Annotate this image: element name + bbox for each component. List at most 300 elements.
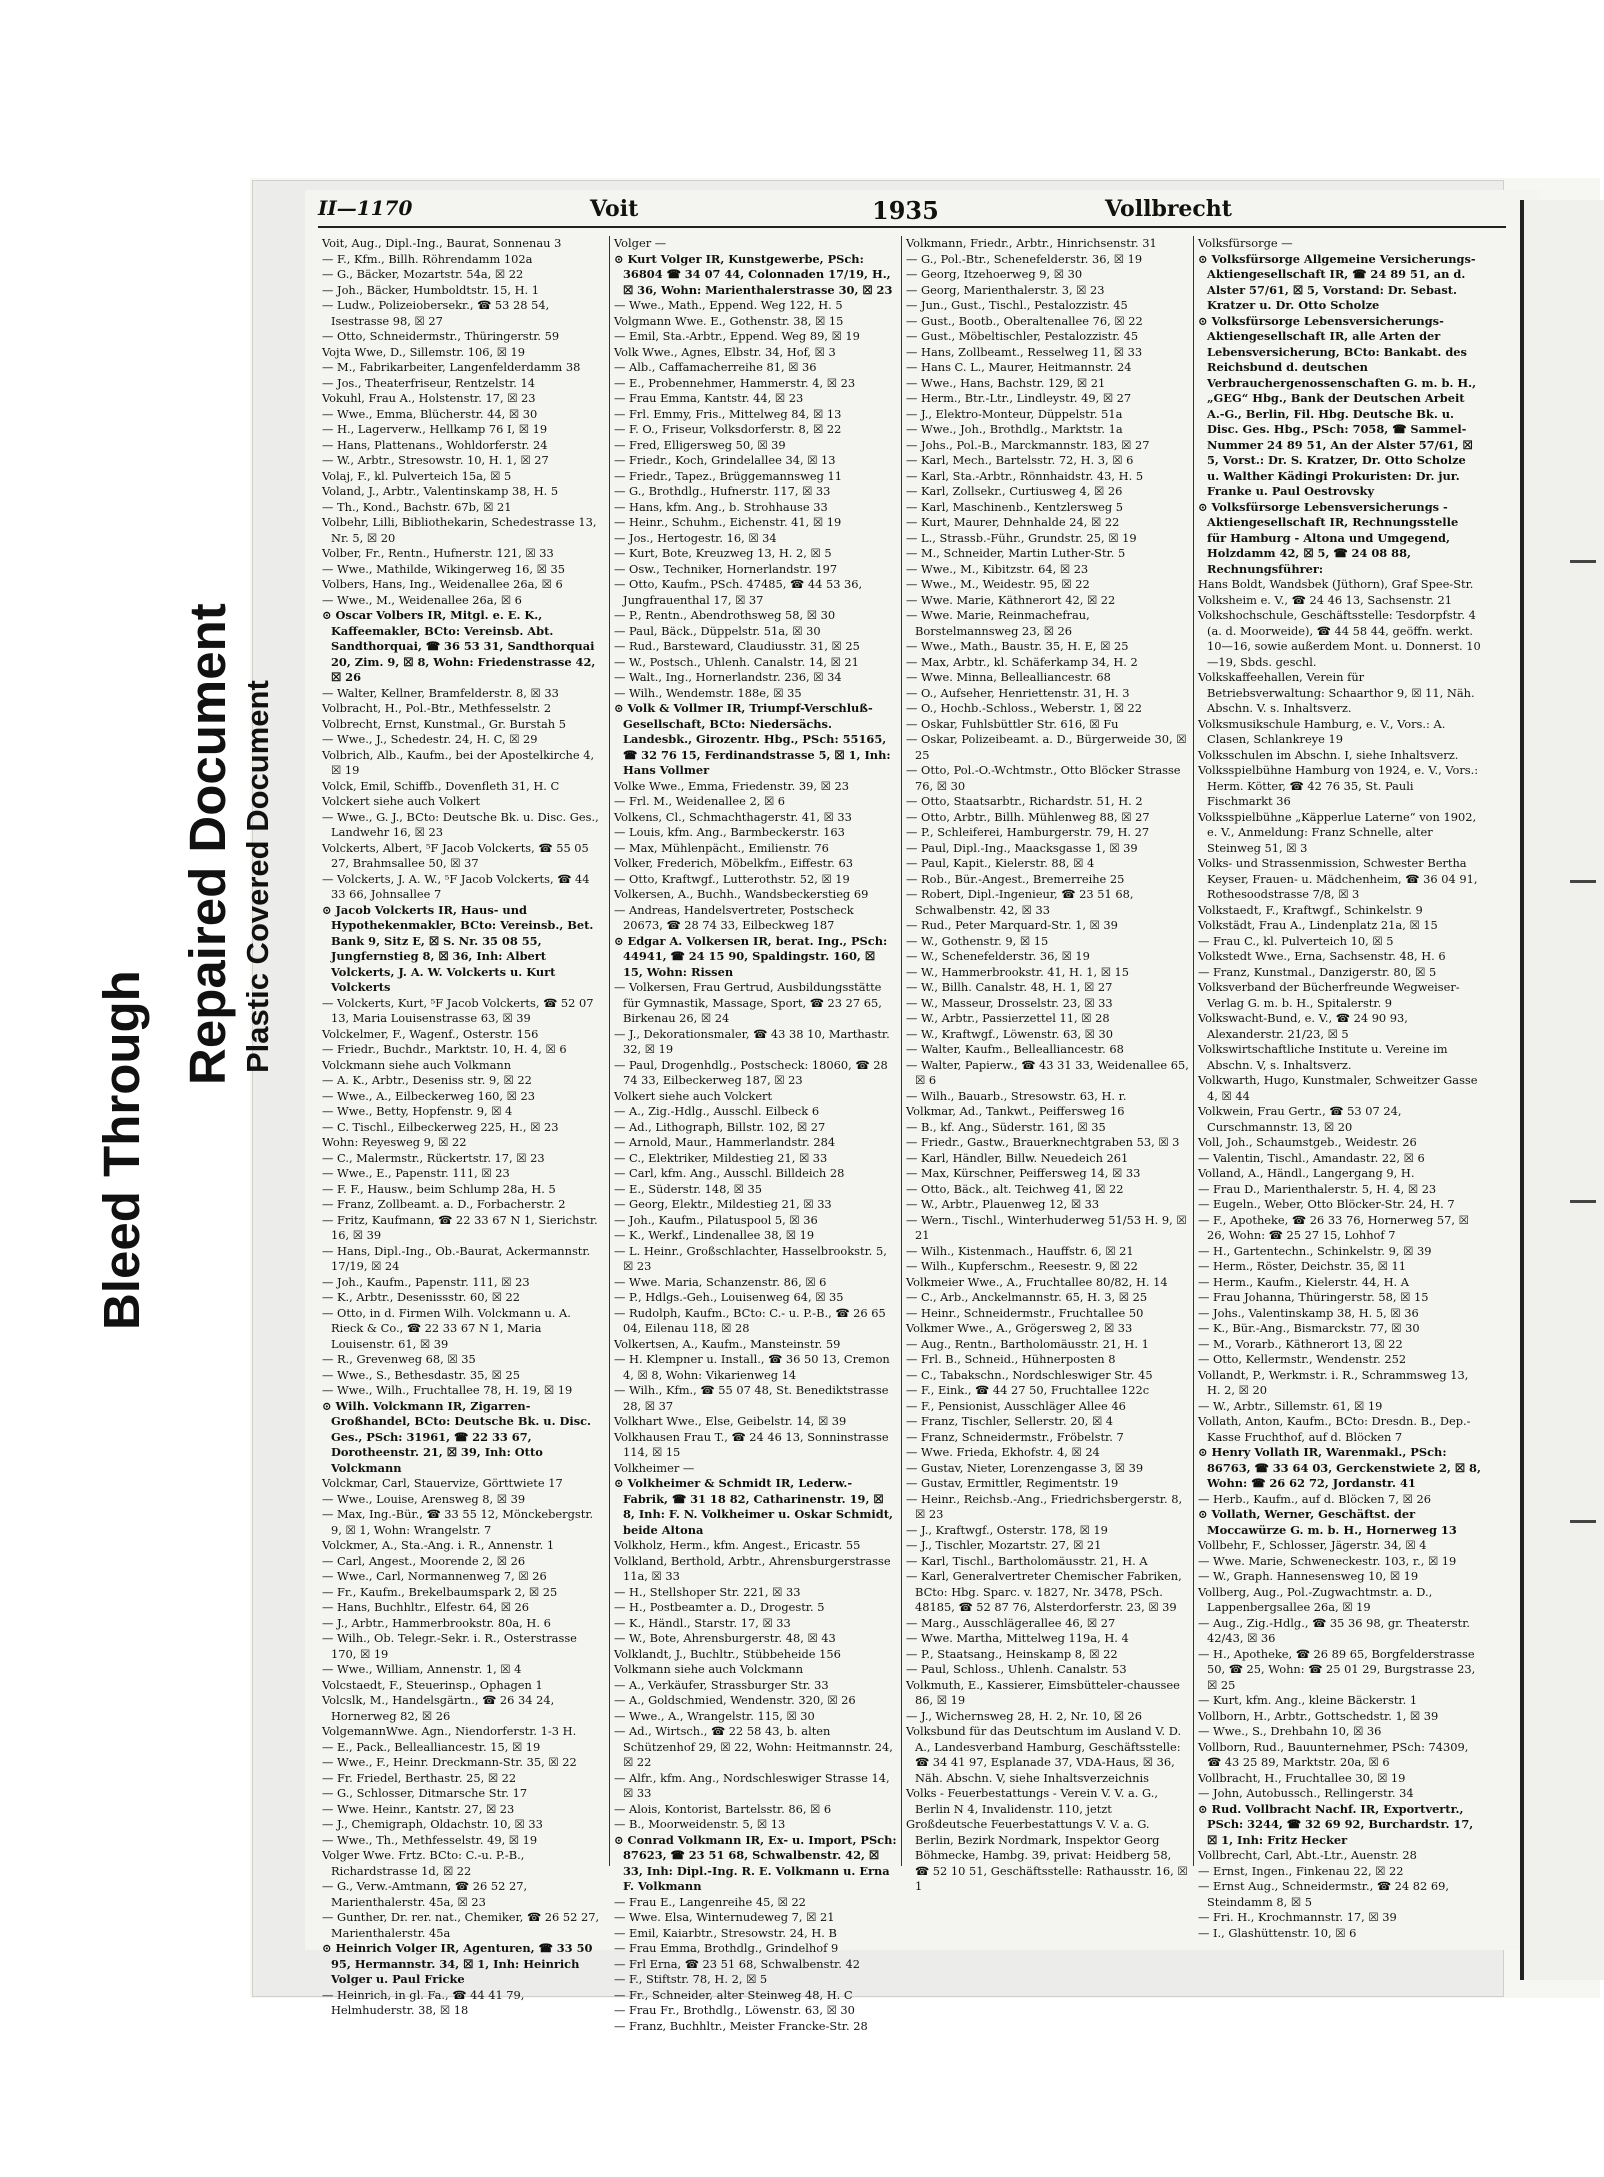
directory-entry: Volbracht, H., Pol.-Btr., Methfesselstr. 2 (322, 701, 552, 715)
directory-entry: — Th., Kond., Bachstr. 67b, ☒ 21 (322, 499, 512, 514)
directory-entry: — M., Schneider, Martin Luther-Str. 5 (906, 546, 1126, 560)
directory-entry: — Walter, Kellner, Bramfelderstr. 8, ☒ 33 (322, 685, 559, 700)
directory-entry: — Wwe., William, Annenstr. 1, ☒ 4 (322, 1662, 522, 1676)
directory-entry: Vollbracht, H., Fruchtallee 30, ☒ 19 (1198, 1770, 1406, 1785)
directory-entry: — Karl, Tischl., Bartholomäusstr. 21, H. A (906, 1553, 1148, 1568)
directory-entry: — Paul, Dipl.-Ing., Maacksgasse 1, ☒ 39 (906, 840, 1138, 855)
directory-entry: — Johs., Valentinskamp 38, H. 5, ☒ 36 (1198, 1305, 1419, 1320)
directory-entry: — Friedr., Tapez., Brüggemannsweg 11 (614, 468, 842, 483)
directory-entry: — Karl, Zollsekr., Curtiusweg 4, ☒ 26 (906, 484, 1123, 498)
directory-entry: Volksheim e. V., ☎ 24 46 13, Sachsenstr. 21 (1198, 592, 1453, 607)
directory-entry: — H., Lagerverw., Hellkamp 76 I, ☒ 19 (322, 422, 548, 436)
directory-entry: — Franz, Kunstmal., Danzigerstr. 80, ☒ 5 (1198, 964, 1437, 979)
directory-entry: — Fri. H., Krochmannstr. 17, ☒ 39 (1198, 1910, 1397, 1924)
directory-entry: Wohn: Reyesweg 9, ☒ 22 (322, 1135, 467, 1149)
directory-entry: Volkland, Berthold, Arbtr., Ahrensburgerstrasse 11a, ☒ 33 (614, 1553, 891, 1583)
directory-entry: — Ludw., Polizeiobersekr., ☎ 53 28 54, Isestrasse 98, ☒ 27 (322, 298, 550, 328)
directory-entry: ⊙ Wilh. Volckmann IR, Zigarren-Großhandel, BCto: Deutsche Bk. u. Disc. Ges., PSch: 31961, ☎ 22 33 67, Dorotheenstr. 21, ☒ 39, Inh: Otto Volckmann (322, 1398, 592, 1475)
directory-entry: — Frl. B., Schneid., Hühnerposten 8 (906, 1352, 1116, 1366)
directory-entry: — W., Bote, Ahrensburgerstr. 48, ☒ 43 (614, 1631, 836, 1645)
directory-entry: Volgmann Wwe. E., Gothenstr. 38, ☒ 15 (614, 313, 844, 328)
directory-entry: Volksschulen im Abschn. I, siehe Inhaltsverz. (1198, 747, 1459, 762)
directory-entry: — Friedr., Gastw., Brauerknechtgraben 53, ☒ 3 (906, 1135, 1180, 1149)
directory-entry: — Herm., Röster, Deichstr. 35, ☒ 11 (1198, 1259, 1406, 1273)
directory-entry: — H. Klempner u. Install., ☎ 36 50 13, Cremon 4, ☒ 8, Wohn: Vikarienweg 14 (614, 1352, 890, 1382)
directory-entry: — Heinrich, in gl. Fa., ☎ 44 41 79, Helmhuderstr. 38, ☒ 18 (322, 1987, 525, 2017)
directory-entry: — Wwe., S., Bethesdastr. 35, ☒ 25 (322, 1367, 520, 1382)
directory-entry: — W., Kraftwgf., Löwenstr. 63, ☒ 30 (906, 1026, 1114, 1041)
directory-entry: Volksfürsorge — (1198, 236, 1293, 250)
directory-entry: — Wwe. Marie, Schweneckestr. 103, r., ☒ 19 (1198, 1553, 1457, 1568)
directory-entry: Vojta Wwe, D., Sillemstr. 106, ☒ 19 (322, 344, 526, 359)
directory-entry: — Carl, Angest., Moorende 2, ☒ 26 (322, 1553, 526, 1568)
directory-entry: — Emil, Kaiarbtr., Stresowstr. 24, H. B (614, 1925, 837, 1940)
directory-entry: ⊙ Volksfürsorge Lebensversicherungs-Aktiengesellschaft IR, alle Arten der Lebensversicherung, BCto: Bankabt. des Reichsbund d. deutschen Verbrauchergenossenschaften G. m. b. H., „GEG“ Hbg., Bank der Deutschen Arbeit A.-G., Berlin, Fil. Hbg. Deutsche Bk. u. Disc. Ges. Hbg., PSch: 7058, ☎ Sammel-Nummer 24 89 51, An der Alster 57/61, ☒ 5, Vorst.: Dr. S. Kratzer, Dr. Otto Scholze u. Walther Kädingi Prokuristen: Dr. jur. Franke u. Paul Oestrovsky (1198, 313, 1477, 498)
directory-entry: — O., Aufseher, Henriettenstr. 31, H. 3 (906, 685, 1130, 700)
directory-entry: — K., Bür.-Ang., Bismarckstr. 77, ☒ 30 (1198, 1321, 1420, 1335)
directory-entry: Voll, Joh., Schaumstgeb., Weidestr. 26 (1198, 1135, 1417, 1149)
directory-entry: — H., Postbeamter a. D., Drogestr. 5 (614, 1600, 825, 1614)
directory-entry: — Max, Ing.-Bür., ☎ 33 55 12, Mönckebergstr. 9, ☒ 1, Wohn: Wrangelstr. 7 (322, 1507, 594, 1537)
directory-entry: Volkwein, Frau Gertr., ☎ 53 07 24, Curschmannstr. 13, ☒ 20 (1198, 1104, 1402, 1134)
directory-entry: — Wwe., Carl, Normannenweg 7, ☒ 26 (322, 1569, 547, 1583)
directory-entry: Volksbund für das Deutschtum im Ausland V. D. A., Landesverband Hamburg, Geschäftsstelle: ☎ 34 41 97, Esplanade 37, VDA-Haus, ☒ 36, Näh. Abschn. V, siehe Inhaltsverzeichnis (906, 1724, 1182, 1785)
directory-entry: — Frau Johanna, Thüringerstr. 58, ☒ 15 (1198, 1290, 1429, 1304)
directory-entry: — Wwe. Marie, Reinmachefrau, Borstelmannsweg 23, ☒ 26 (906, 608, 1090, 638)
directory-entry: — A., Verkäufer, Strassburger Str. 33 (614, 1677, 829, 1692)
directory-entry: Volkskaffeehallen, Verein für Betriebsverwaltung: Schaarthor 9, ☒ 11, Näh. Abschn. V. s. Inhaltsverz. (1198, 670, 1475, 715)
directory-entry: — Herb., Kaufm., auf d. Blöcken 7, ☒ 26 (1198, 1491, 1431, 1506)
directory-entry: — H., Gartentechn., Schinkelstr. 9, ☒ 39 (1198, 1243, 1432, 1258)
directory-entry: VolgemannWwe. Agn., Niendorferstr. 1-3 H. (322, 1724, 577, 1738)
directory-entry: — Otto, Arbtr., Billh. Mühlenweg 88, ☒ 27 (906, 809, 1150, 824)
directory-entry: — Paul, Drogenhdlg., Postscheck: 18060, ☎ 28 74 33, Eilbeckerweg 187, ☒ 23 (614, 1057, 888, 1087)
directory-entry: — Hans, Plattenans., Wohldorferstr. 24 (322, 437, 548, 452)
directory-entry: Volks- und Strassenmission, Schwester Bertha Keyser, Frauen- u. Mädchenheim, ☎ 36 04 91, Rothesoodstrasse 7/8, ☒ 3 (1198, 856, 1478, 901)
directory-entry: Voit, Aug., Dipl.-Ing., Baurat, Sonnenau 3 (322, 236, 562, 250)
directory-entry: — Wwe., Joh., Brothdlg., Marktstr. 1a (906, 422, 1123, 436)
directory-entry: — F., Apotheke, ☎ 26 33 76, Hornerweg 57, ☒ 26, Wohn: ☎ 25 27 15, Lohhof 7 (1198, 1212, 1469, 1242)
running-head-year: 1935 (872, 196, 939, 225)
directory-entry: — Hans C. L., Maurer, Heitmannstr. 24 (906, 360, 1132, 374)
directory-entry: Vollbrecht, Carl, Abt.-Ltr., Auenstr. 28 (1198, 1848, 1417, 1862)
directory-entry: — Otto, Kaufm., PSch. 47485, ☎ 44 53 36, Jungfrauenthal 17, ☒ 37 (614, 577, 863, 607)
directory-entry: — Hans, Zollbeamt., Resselweg 11, ☒ 33 (906, 344, 1143, 359)
adjacent-page-line (1570, 1200, 1596, 1203)
directory-entry: — Wilh., Kfm., ☎ 55 07 48, St. Benediktstrasse 28, ☒ 37 (614, 1383, 889, 1413)
directory-entry: Volkens, Cl., Schmachthagerstr. 41, ☒ 33 (614, 809, 852, 824)
directory-entry: Volkersen, A., Buchh., Wandsbeckerstieg 69 (614, 887, 869, 901)
directory-entry: Volker, Frederich, Möbelkfm., Eiffestr. 63 (614, 856, 854, 870)
directory-entry: — Karl, Generalvertreter Chemischer Fabriken, BCto: Hbg. Sparc. v. 1827, Nr. 3478, PSch. 48185, ☎ 52 87 76, Alsterdorferstr. 23, ☒ 39 (906, 1569, 1182, 1614)
directory-entry: — Otto, Bäck., alt. Teichweg 41, ☒ 22 (906, 1181, 1124, 1196)
directory-entry: — K., Werkf., Lindenallee 38, ☒ 19 (614, 1228, 815, 1242)
directory-entry: — R., Grevenweg 68, ☒ 35 (322, 1352, 476, 1366)
directory-entry: — Wilh., Bauarb., Stresowstr. 63, H. r. (906, 1088, 1127, 1103)
directory-entry: — Volkersen, Frau Gertrud, Ausbildungsstätte für Gymnastik, Massage, Sport, ☎ 23 27 65, Birkenau 26, ☒ 24 (614, 980, 882, 1025)
adjacent-page-line (1570, 560, 1596, 563)
directory-entry: Volkmar, Ad., Tankwt., Peiffersweg 16 (906, 1104, 1125, 1118)
directory-entry: — Hans, kfm. Ang., b. Strohhause 33 (614, 499, 828, 514)
adjacent-page-line (1570, 880, 1596, 883)
adjacent-page-edge (1520, 200, 1604, 1980)
directory-entry: — Otto, Staatsarbtr., Richardstr. 51, H. 2 (906, 794, 1143, 808)
directory-entry: — Fr. Friedel, Berthastr. 25, ☒ 22 (322, 1770, 517, 1785)
directory-entry: — F., Kfm., Billh. Röhrendamm 102a (322, 251, 533, 266)
column-divider (609, 236, 610, 1866)
directory-entry: ⊙ Edgar A. Volkersen IR, berat. Ing., PSch: 44941, ☎ 24 15 90, Spaldingstr. 160, ☒ 15, Wohn: Rissen (614, 933, 888, 979)
side-note-plastic-covered: Plastic Covered Document (240, 680, 275, 1073)
directory-entry: — Ernst, Ingen., Finkenau 22, ☒ 22 (1198, 1863, 1404, 1878)
directory-entry: — F., Eink., ☎ 44 27 50, Fruchtallee 122c (906, 1383, 1150, 1397)
directory-entry: — Max, Arbtr., kl. Schäferkamp 34, H. 2 (906, 654, 1138, 669)
directory-entry: ⊙ Rud. Vollbracht Nachf. IR, Exportvertr., PSch: 3244, ☎ 32 69 92, Burchardstr. 17, ☒ 1, Inh: Fritz Hecker (1198, 1801, 1474, 1847)
directory-entry: — Wwe. Heinr., Kantstr. 27, ☒ 23 (322, 1801, 515, 1816)
directory-entry: — Max, Kürschner, Peiffersweg 14, ☒ 33 (906, 1166, 1141, 1180)
directory-entry: Volkswacht-Bund, e. V., ☎ 24 90 93, Alexanderstr. 21/23, ☒ 5 (1198, 1011, 1408, 1041)
directory-entry: — Fred, Elligersweg 50, ☒ 39 (614, 437, 786, 452)
directory-entry: — J., Elektro-Monteur, Düppelstr. 51a (906, 406, 1123, 421)
directory-entry: — C., Malermstr., Rückertstr. 17, ☒ 23 (322, 1150, 545, 1165)
directory-entry: — Paul, Bäck., Düppelstr. 51a, ☒ 30 (614, 623, 821, 638)
directory-entry: — Arnold, Maur., Hammerlandstr. 284 (614, 1135, 836, 1149)
directory-entry: — P., Hdlgs.-Geh., Louisenweg 64, ☒ 35 (614, 1290, 844, 1304)
directory-entry: — Fr., Kaufm., Brekelbaumspark 2, ☒ 25 (322, 1584, 558, 1599)
directory-entry: — Otto, Kraftwgf., Lutterothstr. 52, ☒ 19 (614, 871, 850, 886)
directory-entry: — Frau Fr., Brothdlg., Löwenstr. 63, ☒ 30 (614, 2003, 855, 2017)
directory-entry: — H., Stellshoper Str. 221, ☒ 33 (614, 1584, 801, 1599)
directory-entry: — Wwe., Hans, Bachstr. 129, ☒ 21 (906, 375, 1106, 390)
directory-entry: — G., Verw.-Amtmann, ☎ 26 52 27, Marienthalerstr. 45a, ☒ 23 (322, 1879, 528, 1909)
directory-entry: — Fritz, Kaufmann, ☎ 22 33 67 N 1, Sierichstr. 16, ☒ 39 (322, 1212, 598, 1242)
directory-entry: — Jos., Theaterfriseur, Rentzelstr. 14 (322, 375, 535, 390)
directory-column-2 (614, 236, 897, 2033)
directory-entry: — G., Brothdlg., Hufnerstr. 117, ☒ 33 (614, 484, 831, 498)
directory-entry: — Wwe., J., Schedestr. 24, H. C, ☒ 29 (322, 732, 538, 746)
directory-entry: Volckmar, Carl, Stauervize, Görttwiete 17 (322, 1476, 563, 1490)
directory-entry: — Wwe., Wilh., Fruchtallee 78, H. 19, ☒ 19 (322, 1383, 573, 1397)
directory-entry: Volkshochschule, Geschäftsstelle: Tesdorpfstr. 4 (a. d. Moorweide), ☎ 44 58 44, geöffn. werkt. 10—16, sowie außerdem Mont. u. Donnerst. 10—19, Sbds. geschl. (1198, 608, 1481, 669)
directory-entry: — Friedr., Buchdr., Marktstr. 10, H. 4, ☒ 6 (322, 1042, 567, 1056)
directory-entry: Volksmusikschule Hamburg, e. V., Vors.: A. Clasen, Schlankreye 19 (1198, 716, 1446, 746)
directory-entry: Volbrich, Alb., Kaufm., bei der Apostelkirche 4, ☒ 19 (322, 747, 595, 777)
directory-entry: — Jos., Hertogestr. 16, ☒ 34 (614, 530, 777, 545)
directory-entry: — G., Bäcker, Mozartstr. 54a, ☒ 22 (322, 267, 524, 281)
directory-entry: — Frau D., Marienthalerstr. 5, H. 4, ☒ 23 (1198, 1181, 1437, 1196)
directory-entry: — F., Pensionist, Ausschläger Allee 46 (906, 1398, 1126, 1413)
directory-entry: — W., Arbtr., Plauenweg 12, ☒ 33 (906, 1197, 1100, 1211)
directory-entry: — Wwe. Martha, Mittelweg 119a, H. 4 (906, 1631, 1129, 1645)
directory-entry: — W., Arbtr., Sillemstr. 61, ☒ 19 (1198, 1398, 1383, 1413)
directory-entry: — Paul, Kapit., Kielerstr. 88, ☒ 4 (906, 856, 1095, 870)
directory-entry: — Wwe., A., Eilbeckerweg 160, ☒ 23 (322, 1088, 535, 1103)
directory-entry: — Aug., Rentn., Bartholomäusstr. 21, H. 1 (906, 1336, 1149, 1351)
directory-entry: — Franz, Tischler, Sellerstr. 20, ☒ 4 (906, 1414, 1114, 1428)
directory-entry: — Wwe., Emma, Blücherstr. 44, ☒ 30 (322, 406, 538, 421)
directory-entry: — Walt., Ing., Hornerlandstr. 236, ☒ 34 (614, 670, 842, 684)
directory-entry: — Wwe., Th., Methfesselstr. 49, ☒ 19 (322, 1832, 538, 1847)
directory-entry: — Wwe., Math., Eppend. Weg 122, H. 5 (614, 298, 843, 312)
directory-entry: — K., Händl., Starstr. 17, ☒ 33 (614, 1615, 791, 1630)
directory-entry: — Otto, Schneidermstr., Thüringerstr. 59 (322, 329, 560, 343)
directory-entry: ⊙ Volkheimer & Schmidt IR, Lederw.-Fabrik, ☎ 31 18 82, Catharinenstr. 19, ☒ 8, Inh: F. N. Volkheimer u. Oskar Schmidt, beide Altona (614, 1476, 893, 1537)
directory-entry: — Kurt, Maurer, Dehnhalde 24, ☒ 22 (906, 515, 1120, 529)
directory-column-1 (322, 236, 605, 2017)
directory-entry: — A. K., Arbtr., Deseniss str. 9, ☒ 22 (322, 1073, 532, 1087)
directory-entry: Volklandt, J., Buchltr., Stübbeheide 156 (614, 1646, 841, 1661)
directory-entry: — Oskar, Fuhlsbüttler Str. 616, ☒ Fu (906, 716, 1119, 731)
directory-column-4 (1198, 236, 1481, 1940)
directory-entry: — Gust., Möbeltischler, Pestalozzistr. 45 (906, 329, 1139, 343)
directory-entry: — Frl. Emmy, Fris., Mittelweg 84, ☒ 13 (614, 406, 842, 421)
directory-entry: — Alois, Kontorist, Bartelsstr. 86, ☒ 6 (614, 1801, 832, 1816)
directory-entry: Hans Boldt, Wandsbek (Jüthorn), Graf Spee-Str. (1198, 577, 1474, 591)
directory-entry: Volkholz, Herm., kfm. Angest., Ericastr. 55 (614, 1538, 861, 1552)
directory-entry: Volkmuth, E., Kassierer, Eimsbütteler-chaussee 86, ☒ 19 (906, 1677, 1180, 1707)
directory-entry: Volckmer, A., Sta.-Ang. i. R., Annenstr. 1 (322, 1538, 555, 1552)
directory-entry: — W., Hammerbrookstr. 41, H. 1, ☒ 15 (906, 964, 1130, 979)
directory-entry: — P., Schleiferei, Hamburgerstr. 79, H. 27 (906, 825, 1150, 839)
directory-entry: Volks - Feuerbestattungs - Verein V. V. a. G., Berlin N 4, Invalidenstr. 110, jetzt (906, 1786, 1158, 1816)
side-note-bleed-through: Bleed Through (93, 970, 150, 1330)
directory-entry: — W., Arbtr., Stresowstr. 10, H. 1, ☒ 27 (322, 453, 549, 467)
directory-entry: — W., Graph. Hannesensweg 10, ☒ 19 (1198, 1569, 1419, 1583)
directory-entry: — Rudolph, Kaufm., BCto: C.- u. P.-B., ☎ 26 65 04, Eilenau 118, ☒ 28 (614, 1305, 886, 1335)
directory-entry: — M., Fabrikarbeiter, Langenfelderdamm 38 (322, 360, 581, 374)
directory-entry: Volkhart Wwe., Else, Geibelstr. 14, ☒ 39 (614, 1414, 847, 1428)
directory-entry: Volckerts, Albert, ⁵F Jacob Volckerts, ☎ 55 05 27, Brahmsallee 50, ☒ 37 (322, 840, 589, 870)
directory-entry: — W., Arbtr., Passierzettel 11, ☒ 28 (906, 1011, 1110, 1025)
directory-entry: — K., Arbtr., Desenissstr. 60, ☒ 22 (322, 1290, 521, 1304)
directory-entry: — Hans, Buchhltr., Elfestr. 64, ☒ 26 (322, 1600, 530, 1614)
directory-entry: — Heinr., Schuhm., Eichenstr. 41, ☒ 19 (614, 515, 842, 529)
directory-entry: Volkmeier Wwe., A., Fruchtallee 80/82, H. 14 (906, 1274, 1168, 1289)
directory-entry: — G., Pol.-Btr., Schenefelderstr. 36, ☒ 19 (906, 251, 1143, 266)
directory-entry: — Aug., Zig.-Hdlg., ☎ 35 36 98, gr. Theaterstr. 42/43, ☒ 36 (1198, 1615, 1471, 1645)
directory-entry: — G., Schlosser, Ditmarsche Str. 17 (322, 1786, 528, 1800)
directory-entry: — W., Schenefelderstr. 36, ☒ 19 (906, 949, 1090, 963)
directory-entry: — P., Staatsang., Heinskamp 8, ☒ 22 (906, 1646, 1118, 1661)
directory-entry: Volger — (614, 236, 667, 250)
directory-entry: — Wwe. Maria, Schanzenstr. 86, ☒ 6 (614, 1274, 827, 1289)
directory-entry: — Wwe., M., Weidestr. 95, ☒ 22 (906, 577, 1090, 591)
directory-entry: Volkertsen, A., Kaufm., Mansteinstr. 59 (614, 1336, 841, 1351)
directory-entry: Volcslk, M., Handelsgärtn., ☎ 26 34 24, Hornerweg 82, ☒ 26 (322, 1693, 555, 1723)
directory-entry: — Wwe., E., Papenstr. 111, ☒ 23 (322, 1166, 510, 1180)
directory-entry: ⊙ Volk & Vollmer IR, Triumpf-Verschluß-Gesellschaft, BCto: Niedersächs. Landesbk., Girozentr. Hbg., PSch: 55165, ☎ 32 76 15, Ferdinandstrasse 5, ☒ 1, Inh: Hans Vollmer (614, 701, 891, 777)
directory-entry: — Wwe., G. J., BCto: Deutsche Bk. u. Disc. Ges., Landwehr 16, ☒ 23 (322, 809, 599, 839)
running-head-right: Vollbrecht (1105, 196, 1232, 222)
directory-entry: — E., Probennehmer, Hammerstr. 4, ☒ 23 (614, 375, 856, 390)
directory-entry: Volger Wwe. Frtz. BCto: C.-u. P.-B., Richardstrasse 1d, ☒ 22 (322, 1848, 525, 1878)
directory-entry: — Emil, Sta.-Arbtr., Eppend. Weg 89, ☒ 19 (614, 329, 860, 343)
directory-entry: Volbehr, Lilli, Bibliothekarin, Schedestrasse 13, Nr. 5, ☒ 20 (322, 515, 597, 545)
directory-entry: — Franz, Zollbeamt. a. D., Forbacherstr. 2 (322, 1197, 566, 1211)
directory-entry: — Gust., Bootb., Oberaltenallee 76, ☒ 22 (906, 313, 1143, 328)
directory-entry: — Heinr., Reichsb.-Ang., Friedrichsbergerstr. 8, ☒ 23 (906, 1491, 1183, 1521)
directory-entry: — Georg, Itzehoerweg 9, ☒ 30 (906, 267, 1083, 281)
directory-entry: — Herm., Btr.-Ltr., Lindleystr. 49, ☒ 27 (906, 391, 1132, 405)
directory-entry: — Otto, Pol.-O.-Wchtmstr., Otto Blöcker Strasse 76, ☒ 30 (906, 763, 1181, 793)
directory-entry: — O., Hochb.-Schloss., Weberstr. 1, ☒ 22 (906, 701, 1143, 715)
directory-entry: — Wilh., Kupferschm., Reesestr. 9, ☒ 22 (906, 1259, 1138, 1273)
directory-entry: — Eugeln., Weber, Otto Blöcker-Str. 24, H. 7 (1198, 1197, 1455, 1211)
directory-entry: — A., Goldschmied, Wendenstr. 320, ☒ 26 (614, 1693, 856, 1707)
directory-entry: ⊙ Kurt Volger IR, Kunstgewerbe, PSch: 36804 ☎ 34 07 44, Colonnaden 17/19, H., ☒ 36, Wohn: Marienthalerstrasse 30, ☒ 23 (614, 251, 893, 297)
directory-entry: Volckelmer, F., Wagenf., Osterstr. 156 (322, 1026, 539, 1041)
directory-entry: — C. Tischl., Eilbeckerweg 225, H., ☒ 23 (322, 1119, 559, 1134)
directory-entry: — F. F., Hausw., beim Schlump 28a, H. 5 (322, 1181, 556, 1196)
header-rule (318, 226, 1506, 228)
directory-entry: — John, Autobussch., Rellingerstr. 34 (1198, 1786, 1414, 1800)
directory-entry: Volbrecht, Ernst, Kunstmal., Gr. Burstah 5 (322, 716, 567, 731)
directory-entry: Volckert siehe auch Volkert (322, 794, 481, 808)
directory-entry: Großdeutsche Feuerbestattungs V. V. a. G. Berlin, Bezirk Nordmark, Inspektor Georg Böhmecke, Hambg. 39, privat: Heidberg 58, ☎ 52 10 51, Geschäftsstelle: Rathausstr. 16, ☒ 1 (906, 1817, 1188, 1893)
directory-entry: — Ernst Aug., Schneidermstr., ☎ 24 82 69, Steindamm 8, ☒ 5 (1198, 1879, 1450, 1909)
directory-entry: — Valentin, Tischl., Amandastr. 22, ☒ 6 (1198, 1150, 1425, 1165)
directory-entry: — Heinr., Schneidermstr., Fruchtallee 50 (906, 1305, 1144, 1320)
directory-entry: — E., Süderstr. 148, ☒ 35 (614, 1181, 762, 1196)
directory-entry: — H., Apotheke, ☎ 26 89 65, Borgfelderstrasse 50, ☎ 25, Wohn: ☎ 25 01 29, Burgstrasse 23, ☒ 25 (1198, 1646, 1476, 1692)
directory-entry: — Carl, kfm. Ang., Ausschl. Billdeich 28 (614, 1166, 845, 1180)
directory-entry: — Georg, Elektr., Mildestieg 21, ☒ 33 (614, 1197, 832, 1211)
directory-entry: — Wwe., Louise, Arensweg 8, ☒ 39 (322, 1491, 526, 1506)
adjacent-page-line (1570, 1520, 1596, 1523)
directory-entry: — Robert, Dipl.-Ingenieur, ☎ 23 51 68, Schwalbenstr. 42, ☒ 33 (906, 887, 1134, 917)
directory-entry: Volkmer Wwe., A., Grögersweg 2, ☒ 33 (906, 1321, 1133, 1335)
directory-entry: — Wwe., A., Wrangelstr. 115, ☒ 30 (614, 1708, 815, 1723)
directory-entry: — Herm., Kaufm., Kielerstr. 44, H. A (1198, 1274, 1410, 1289)
directory-entry: Volkstaedt, F., Kraftwgf., Schinkelstr. 9 (1198, 902, 1423, 917)
directory-entry: Volbers, Hans, Ing., Weidenallee 26a, ☒ 6 (322, 577, 563, 591)
directory-entry: — Otto, Kellermstr., Wendenstr. 252 (1198, 1352, 1407, 1366)
directory-entry: — Wwe., F., Heinr. Dreckmann-Str. 35, ☒ 22 (322, 1755, 577, 1769)
directory-entry: Volckmann siehe auch Volkmann (322, 1057, 512, 1072)
directory-entry: Volkwarth, Hugo, Kunstmaler, Schweitzer Gasse 4, ☒ 44 (1198, 1073, 1478, 1103)
directory-entry: — Otto, in d. Firmen Wilh. Volckmann u. A. Rieck & Co., ☎ 22 33 67 N 1, Maria Louisenstr. 61, ☒ 39 (322, 1305, 571, 1351)
directory-entry: — C., Elektriker, Mildestieg 21, ☒ 33 (614, 1150, 828, 1165)
directory-entry: ⊙ Henry Vollath IR, Warenmakl., PSch: 86763, ☎ 33 64 03, Gerckenstwiete 2, ☒ 8, Wohn: ☎ 26 62 72, Jordanstr. 41 (1198, 1445, 1481, 1490)
directory-entry: ⊙ Volksfürsorge Lebensversicherungs - Aktiengesellschaft IR, Rechnungsstelle für Hamburg - Altona und Umgegend, Holzdamm 42, ☒ 5, ☎ 24 08 88, Rechnungsführer: (1198, 499, 1459, 576)
directory-entry: Volck, Emil, Schiffb., Dovenfleth 31, H. C (322, 778, 560, 793)
directory-entry: — Frl Erna, ☎ 23 51 68, Schwalbenstr. 42 (614, 1956, 860, 1971)
directory-entry: — Wern., Tischl., Winterhuderweg 51/53 H. 9, ☒ 21 (906, 1212, 1187, 1242)
directory-entry: — Karl, Maschinenb., Kentzlersweg 5 (906, 499, 1124, 514)
directory-entry: — Alb., Caffamacherreihe 81, ☒ 36 (614, 360, 817, 374)
directory-entry: — Osw., Techniker, Hornerlandstr. 197 (614, 561, 838, 576)
directory-entry: Vollandt, P., Werkmstr. i. R., Schrammsweg 13, H. 2, ☒ 20 (1198, 1367, 1469, 1397)
directory-column-3 (906, 236, 1189, 1893)
directory-entry: Volksverband der Bücherfreunde Wegweiser-Verlag G. m. b. H., Spitalerstr. 9 (1198, 980, 1460, 1010)
directory-entry: — Walter, Papierw., ☎ 43 31 33, Weidenallee 65, ☒ 6 (906, 1057, 1189, 1087)
directory-entry: Vokuhl, Frau A., Holstenstr. 17, ☒ 23 (322, 391, 536, 405)
directory-entry: — P., Rentn., Abendrothsweg 58, ☒ 30 (614, 608, 836, 622)
directory-entry: Volkhausen Frau T., ☎ 24 46 13, Sonninstrasse 114, ☒ 15 (614, 1429, 889, 1459)
directory-entry: — Marg., Ausschlägerallee 46, ☒ 27 (906, 1615, 1116, 1630)
directory-entry: Vollbehr, F., Schlosser, Jägerstr. 34, ☒ 4 (1198, 1538, 1427, 1552)
directory-entry: — W., Masseur, Drosselstr. 23, ☒ 33 (906, 995, 1113, 1010)
directory-entry: — Karl, Mech., Bartelsstr. 72, H. 3, ☒ 6 (906, 453, 1134, 467)
directory-entry: Vollborn, H., Arbtr., Gottschedstr. 1, ☒ 39 (1198, 1708, 1439, 1723)
directory-entry: — A., Zig.-Hdlg., Ausschl. Eilbeck 6 (614, 1104, 820, 1118)
directory-entry: Voland, J., Arbtr., Valentinskamp 38, H. 5 (322, 484, 559, 498)
directory-entry: — Wilh., Ob. Telegr.-Sekr. i. R., Osterstrasse 170, ☒ 19 (322, 1631, 577, 1661)
directory-entry: — C., Arb., Anckelmannstr. 65, H. 3, ☒ 25 (906, 1290, 1148, 1304)
directory-entry: — Frau C., kl. Pulverteich 10, ☒ 5 (1198, 933, 1394, 948)
column-divider (901, 236, 902, 1866)
directory-entry: — Andreas, Handelsvertreter, Postscheck 20673, ☎ 28 74 33, Eilbeckweg 187 (614, 902, 854, 932)
directory-entry: — Gustav, Nieter, Lorenzengasse 3, ☒ 39 (906, 1460, 1144, 1475)
directory-entry: — Jun., Gust., Tischl., Pestalozzistr. 45 (906, 298, 1128, 312)
directory-entry: — J., Wichernsweg 28, H. 2, Nr. 10, ☒ 26 (906, 1708, 1143, 1723)
directory-entry: — Wwe., M., Kibitzstr. 64, ☒ 23 (906, 561, 1089, 576)
directory-entry: — J., Tischler, Mozartstr. 27, ☒ 21 (906, 1538, 1102, 1552)
directory-entry: Volkswirtschaftliche Institute u. Vereine im Abschn. V, s. Inhaltsverz. (1198, 1042, 1448, 1072)
directory-entry: Vollath, Anton, Kaufm., BCto: Dresdn. B., Dep.-Kasse Fruchthof, auf d. Blöcken 7 (1198, 1414, 1471, 1444)
directory-entry: — Wwe., Math., Baustr. 35, H. E, ☒ 25 (906, 639, 1129, 653)
directory-entry: — Gunther, Dr. rer. nat., Chemiker, ☎ 26 52 27, Marienthalerstr. 45a (322, 1910, 600, 1940)
directory-entry: — Wwe., Betty, Hopfenstr. 9, ☒ 4 (322, 1104, 513, 1118)
directory-entry: — Karl, Sta.-Arbtr., Rönnhaidstr. 43, H. 5 (906, 468, 1144, 483)
directory-entry: — Max, Mühlenpächt., Emilienstr. 76 (614, 840, 829, 855)
directory-entry: — M., Vorarb., Käthnerort 13, ☒ 22 (1198, 1336, 1403, 1351)
directory-entry: Volkheimer — (614, 1460, 695, 1475)
directory-entry: Volkstädt, Frau A., Lindenplatz 21a, ☒ 15 (1198, 918, 1438, 932)
directory-entry: — L. Heinr., Großschlachter, Hasselbrookstr. 5, ☒ 23 (614, 1243, 887, 1273)
directory-entry: — Volckerts, Kurt, ⁵F Jacob Volckerts, ☎ 52 07 13, Maria Louisenstrasse 63, ☒ 39 (322, 995, 594, 1025)
directory-entry: — Rob., Bür.-Angest., Bremerreihe 25 (906, 871, 1125, 886)
directory-entry: — Johs., Pol.-B., Marckmannstr. 183, ☒ 27 (906, 437, 1150, 452)
directory-entry: — Wwe. Minna, Bellealliancestr. 68 (906, 670, 1111, 684)
directory-entry: Volkert siehe auch Volckert (614, 1088, 773, 1103)
directory-entry: — Rud., Barsteward, Claudiusstr. 31, ☒ 25 (614, 639, 860, 653)
directory-entry: — Paul, Schloss., Uhlenh. Canalstr. 53 (906, 1662, 1127, 1676)
directory-entry: — Walter, Kaufm., Bellealliancestr. 68 (906, 1042, 1124, 1056)
running-head-left: Voit (590, 196, 639, 222)
directory-entry: Vollberg, Aug., Pol.-Zugwachtmstr. a. D., Lappenbergsallee 26a, ☒ 19 (1198, 1584, 1433, 1614)
directory-entry: ⊙ Conrad Volkmann IR, Ex- u. Import, PSch: 87623, ☎ 23 51 68, Schwalbenstr. 42, ☒ 33, Inh: Dipl.-Ing. R. E. Volkmann u. Erna F. Volkmann (614, 1832, 897, 1893)
directory-entry: — L., Strassb.-Führ., Grundstr. 25, ☒ 19 (906, 530, 1137, 545)
directory-entry: — Fr., Schneider, alter Steinweg 48, H. C (614, 1987, 853, 2002)
directory-entry: Volksspielbühne „Käpperlue Laterne“ von 1902, e. V., Anmeldung: Franz Schnelle, alter Steinweg 51, ☒ 3 (1198, 809, 1477, 855)
directory-entry: Volkmann siehe auch Volckmann (614, 1662, 804, 1676)
directory-entry: — Hans, Dipl.-Ing., Ob.-Baurat, Ackermannstr. 17/19, ☒ 24 (322, 1243, 591, 1273)
directory-entry: — W., Billh. Canalstr. 48, H. 1, ☒ 27 (906, 980, 1113, 994)
side-note-repaired-document: Repaired Document (179, 603, 236, 1085)
directory-entry: — Wilh., Wendemstr. 188e, ☒ 35 (614, 685, 802, 700)
directory-entry: — Alfr., kfm. Ang., Nordschleswiger Strasse 14, ☒ 33 (614, 1770, 890, 1800)
directory-entry: Volksspielbühne Hamburg von 1924, e. V., Vors.: Herm. Kötter, ☎ 42 76 35, St. Pauli Fischmarkt 36 (1198, 763, 1479, 808)
page-number: II—1170 (318, 196, 413, 220)
directory-entry: — Karl, Händler, Billw. Neuedeich 261 (906, 1150, 1129, 1165)
directory-entry: Volkstedt Wwe., Erna, Sachsenstr. 48, H. 6 (1198, 949, 1446, 963)
directory-entry: — Wwe., M., Weidenallee 26a, ☒ 6 (322, 592, 522, 607)
directory-entry: — W., Gothenstr. 9, ☒ 15 (906, 933, 1049, 948)
directory-entry: — Georg, Marienthalerstr. 3, ☒ 23 (906, 282, 1105, 297)
directory-entry: — C., Tabakschn., Nordschleswiger Str. 45 (906, 1367, 1153, 1382)
directory-entry: — Wwe., S., Drehbahn 10, ☒ 36 (1198, 1724, 1382, 1738)
directory-entry: — Wwe. Frieda, Ekhofstr. 4, ☒ 24 (906, 1445, 1100, 1459)
directory-entry: — B., kf. Ang., Süderstr. 161, ☒ 35 (906, 1119, 1106, 1134)
directory-entry: — Franz, Schneidermstr., Fröbelstr. 7 (906, 1429, 1124, 1444)
directory-entry: — Wwe., Mathilde, Wikingerweg 16, ☒ 35 (322, 561, 565, 576)
directory-entry: — Frau Emma, Kantstr. 44, ☒ 23 (614, 391, 804, 405)
directory-entry: — Joh., Kaufm., Papenstr. 111, ☒ 23 (322, 1274, 530, 1289)
directory-entry: — J., Arbtr., Hammerbrookstr. 80a, H. 6 (322, 1615, 551, 1630)
directory-entry: — Frau E., Langenreihe 45, ☒ 22 (614, 1894, 806, 1909)
directory-entry: — Wwe. Marie, Käthnerort 42, ☒ 22 (906, 592, 1116, 607)
column-divider (1193, 236, 1194, 1866)
